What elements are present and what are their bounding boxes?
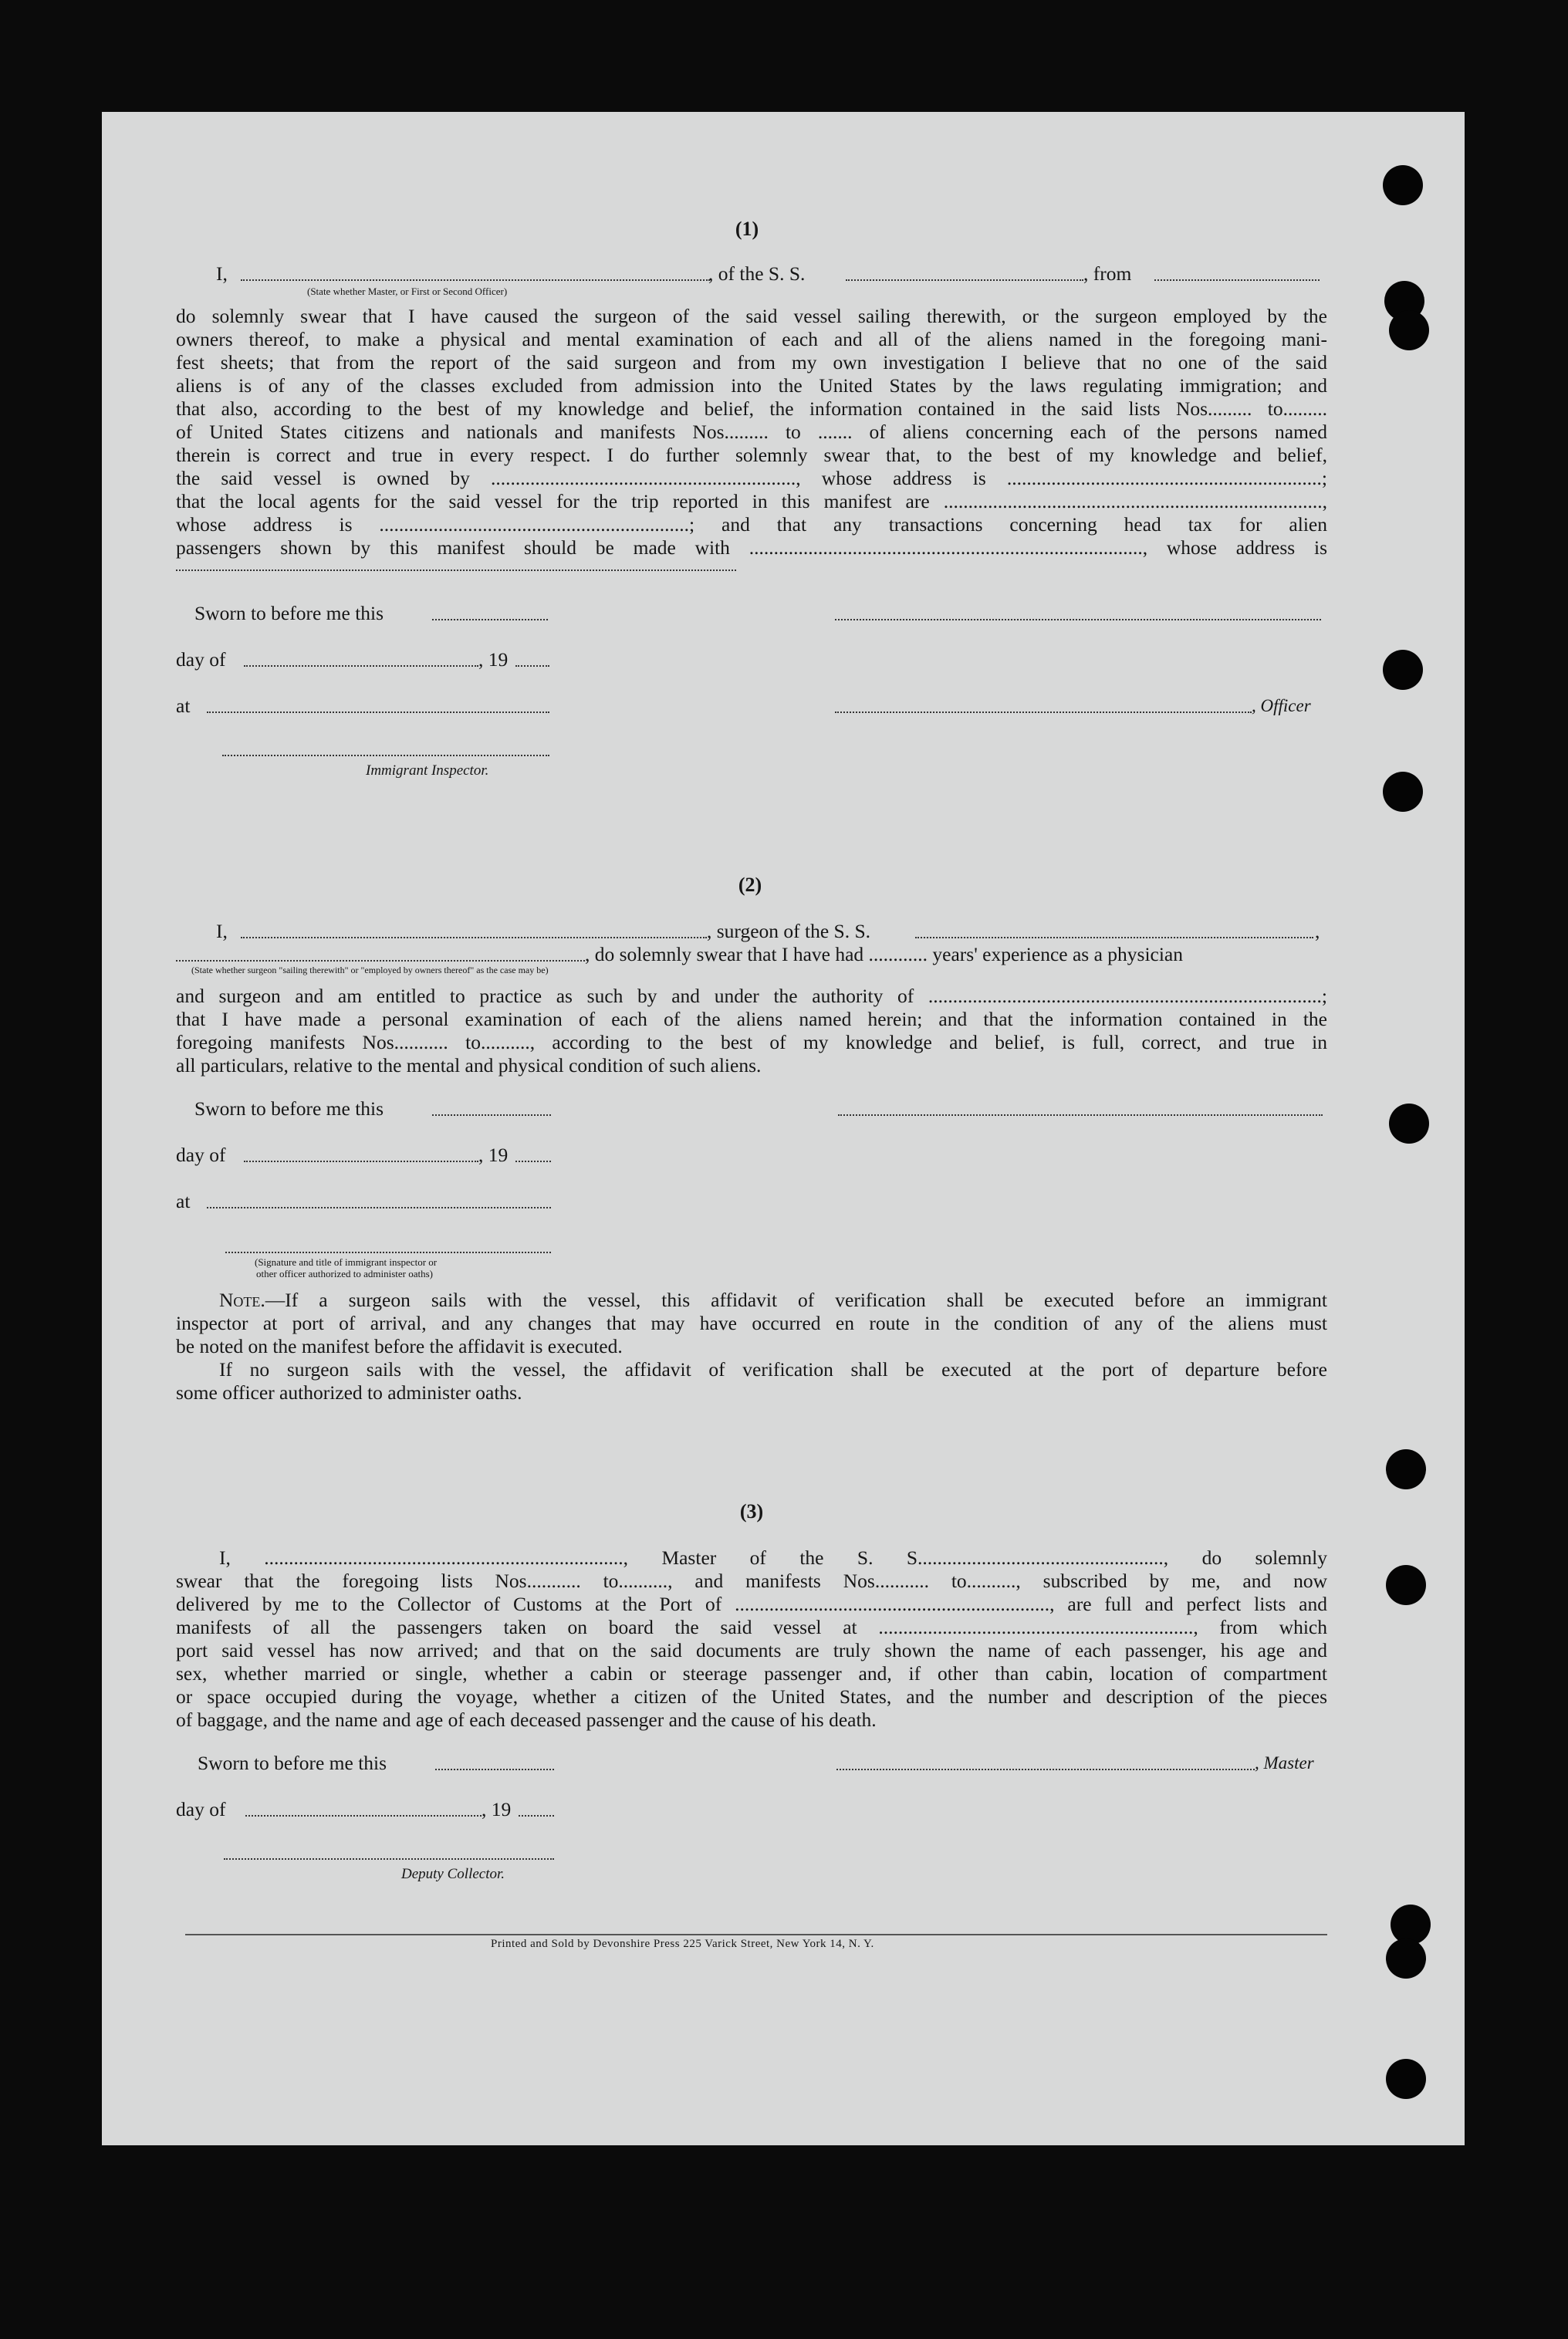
s2-surgeon-name-field[interactable]: [241, 937, 707, 938]
s1-line: owners thereof, to make a physical and mental examination of each and all of the aliens named in the foregoing mani-: [176, 328, 1327, 350]
footer-rule: [185, 1934, 1327, 1935]
s1-year-field[interactable]: [515, 665, 549, 667]
s1-line: do solemnly swear that I have caused the surgeon of the said vessel sailing therewith, or the surgeon employed by the: [176, 305, 1327, 327]
s1-officer-field[interactable]: [241, 279, 710, 281]
s1-ss-label: , of the S. S.: [708, 262, 806, 285]
s1-day-label: day of: [176, 648, 226, 671]
s3-collector-label: Deputy Collector.: [401, 1866, 505, 1882]
s3-sworn-label: Sworn to before me this: [198, 1752, 387, 1774]
section-2-heading: (2): [738, 874, 762, 896]
s1-ship-field[interactable]: [846, 279, 1083, 281]
s1-day-field[interactable]: [244, 665, 478, 667]
s1-line: of United States citizens and nationals and manifests Nos......... to ....... of aliens concerning each of the persons named: [176, 421, 1327, 443]
s1-from-field[interactable]: [1154, 279, 1320, 281]
s1-line: passengers shown by this manifest should be made with ................................................................................, whose address is: [176, 536, 1327, 559]
punch-hole: [1383, 650, 1423, 690]
s2-line: and surgeon and am entitled to practice as such by and under the authority of ................................................................................;: [176, 985, 1327, 1007]
s2-line: all particulars, relative to the mental and physical condition of such aliens.: [176, 1054, 762, 1077]
punch-hole: [1389, 1104, 1429, 1144]
s3-year-field[interactable]: [519, 1815, 554, 1817]
s2-line2: , do solemnly swear that I have had ............ years' experience as a physician: [585, 943, 1183, 965]
s1-officer-hint: (State whether Master, or First or Second Officer): [307, 286, 508, 297]
s2-surgeon-hint: (State whether surgeon "sailing therewith" or "employed by owners thereof" as the case may be): [191, 965, 549, 975]
s3-line: or space occupied during the voyage, whether a citizen of the United States, and the number and description of the pieces: [176, 1685, 1327, 1708]
s1-line: that also, according to the best of my knowledge and belief, the information contained in the said lists Nos......... to.........: [176, 397, 1327, 420]
s1-inspector-label: Immigrant Inspector.: [366, 762, 489, 779]
s2-note: [219, 1289, 1327, 1312]
s2-note-line: If no surgeon sails with the vessel, the affidavit of verification shall be executed at the port of departure before: [219, 1358, 1327, 1381]
s1-at-label: at: [176, 695, 191, 717]
s1-line: fest sheets; that from the report of the said surgeon and from my own investigation I believe that no one of the said: [176, 351, 1327, 373]
punch-hole: [1383, 772, 1423, 812]
s3-day-label: day of: [176, 1798, 226, 1820]
s3-collector-field[interactable]: [224, 1858, 554, 1860]
s2-year-field[interactable]: [515, 1161, 551, 1162]
section-3-heading: (3): [739, 1500, 764, 1523]
s1-sworn-label: Sworn to before me this: [194, 602, 384, 624]
s1-year-label: , 19: [478, 648, 509, 671]
s3-line: I, ........................................................................., Master of the S. S.................................................., do solemnly: [219, 1546, 1327, 1569]
s2-day-field[interactable]: [244, 1161, 478, 1162]
s3-master-label: , Master: [1255, 1753, 1314, 1773]
s2-line: that I have made a personal examination of each of the aliens named herein; and that the information contained in the: [176, 1008, 1327, 1030]
s3-master-sign-field[interactable]: [836, 1769, 1255, 1770]
s1-line: that the local agents for the said vessel for the trip reported in this manifest are .............................................................................,: [176, 490, 1327, 512]
s1-inspector-field[interactable]: [222, 755, 549, 756]
s2-sig-hint: (Signature and title of immigrant inspector or: [255, 1256, 438, 1268]
s1-line: therein is correct and true in every respect. I do further solemnly swear that, to the best of my knowledge and belief,: [176, 444, 1327, 466]
footer-imprint: Printed and Sold by Devonshire Press 225 Varick Street, New York 14, N. Y.: [491, 1938, 874, 1950]
s1-at-field[interactable]: [207, 712, 549, 713]
s3-day-field[interactable]: [245, 1815, 482, 1817]
s1-sworn-field[interactable]: [432, 619, 548, 620]
s1-from-label: , from: [1083, 262, 1132, 285]
s2-inspector-field[interactable]: [225, 1252, 551, 1253]
s2-i-label: I,: [216, 920, 228, 942]
s3-sworn-field[interactable]: [435, 1769, 554, 1770]
s2-at-field[interactable]: [207, 1207, 551, 1208]
punch-hole: [1386, 2059, 1426, 2099]
s3-line: swear that the foregoing lists Nos........... to.........., and manifests Nos........... to.........., subscribed by me, and now: [176, 1570, 1327, 1592]
note-heading: Note.: [219, 1289, 265, 1311]
s1-signature-field[interactable]: [835, 619, 1321, 620]
punch-hole: [1383, 165, 1423, 205]
s1-officer-label: , Officer: [1252, 696, 1311, 715]
s3-line: of baggage, and the name and age of each deceased passenger and the cause of his death.: [176, 1709, 877, 1731]
s2-line: foregoing manifests Nos........... to.........., according to the best of my knowledge and belief, is full, correct, and true in: [176, 1031, 1327, 1053]
s2-sworn-field[interactable]: [432, 1114, 551, 1116]
punch-hole: [1389, 310, 1429, 350]
punch-hole: [1386, 1938, 1426, 1979]
s2-signature-field[interactable]: [838, 1114, 1323, 1116]
punch-hole: [1386, 1449, 1426, 1489]
s2-surgeon-type-field[interactable]: [176, 960, 585, 962]
s3-line: manifests of all the passengers taken on board the said vessel at ................................................................, from which: [176, 1616, 1327, 1638]
s1-i-label: I,: [216, 262, 228, 285]
s2-day-label: day of: [176, 1144, 226, 1166]
s2-sig-hint: other officer authorized to administer oaths): [256, 1268, 433, 1279]
s2-line1-end: ,: [1315, 920, 1320, 942]
s1-line: aliens is of any of the classes excluded from admission into the United States by the laws regulating immigration; and: [176, 374, 1327, 397]
s2-sworn-label: Sworn to before me this: [194, 1097, 384, 1120]
s3-line: sex, whether married or single, whether a cabin or steerage passenger and, if other than cabin, location of compartment: [176, 1662, 1327, 1685]
s2-note-line: be noted on the manifest before the affidavit is executed.: [176, 1335, 623, 1357]
punch-hole: [1386, 1565, 1426, 1605]
s3-line: delivered by me to the Collector of Customs at the Port of ................................................................, are full and perfect lists and: [176, 1593, 1327, 1615]
s1-line: the said vessel is owned by .............................................................., whose address is ................................................................;: [176, 467, 1327, 489]
s3-year-label: , 19: [482, 1798, 512, 1820]
s2-note-line: some officer authorized to administer oaths.: [176, 1381, 522, 1404]
s1-address-field[interactable]: [176, 570, 736, 571]
s2-surgeon-label: , surgeon of the S. S.: [707, 920, 871, 942]
section-1-heading: (1): [735, 218, 759, 240]
s2-ship-field[interactable]: [915, 937, 1313, 938]
s2-note-line: inspector at port of arrival, and any changes that may have occurred en route in the condition of any of the aliens must: [176, 1312, 1327, 1334]
s1-line: whose address is ...............................................................; and that any transactions concerning head tax for alien: [176, 513, 1327, 536]
s2-year-label: , 19: [478, 1144, 509, 1166]
s3-line: port said vessel has now arrived; and that on the said documents are truly shown the name of each passenger, his age and: [176, 1639, 1327, 1661]
s1-officer-sign-field[interactable]: [835, 712, 1252, 713]
s2-at-label: at: [176, 1190, 191, 1212]
note-text: —If a surgeon sails with the vessel, this affidavit of verification shall be executed before an immigrant: [265, 1289, 1327, 1311]
